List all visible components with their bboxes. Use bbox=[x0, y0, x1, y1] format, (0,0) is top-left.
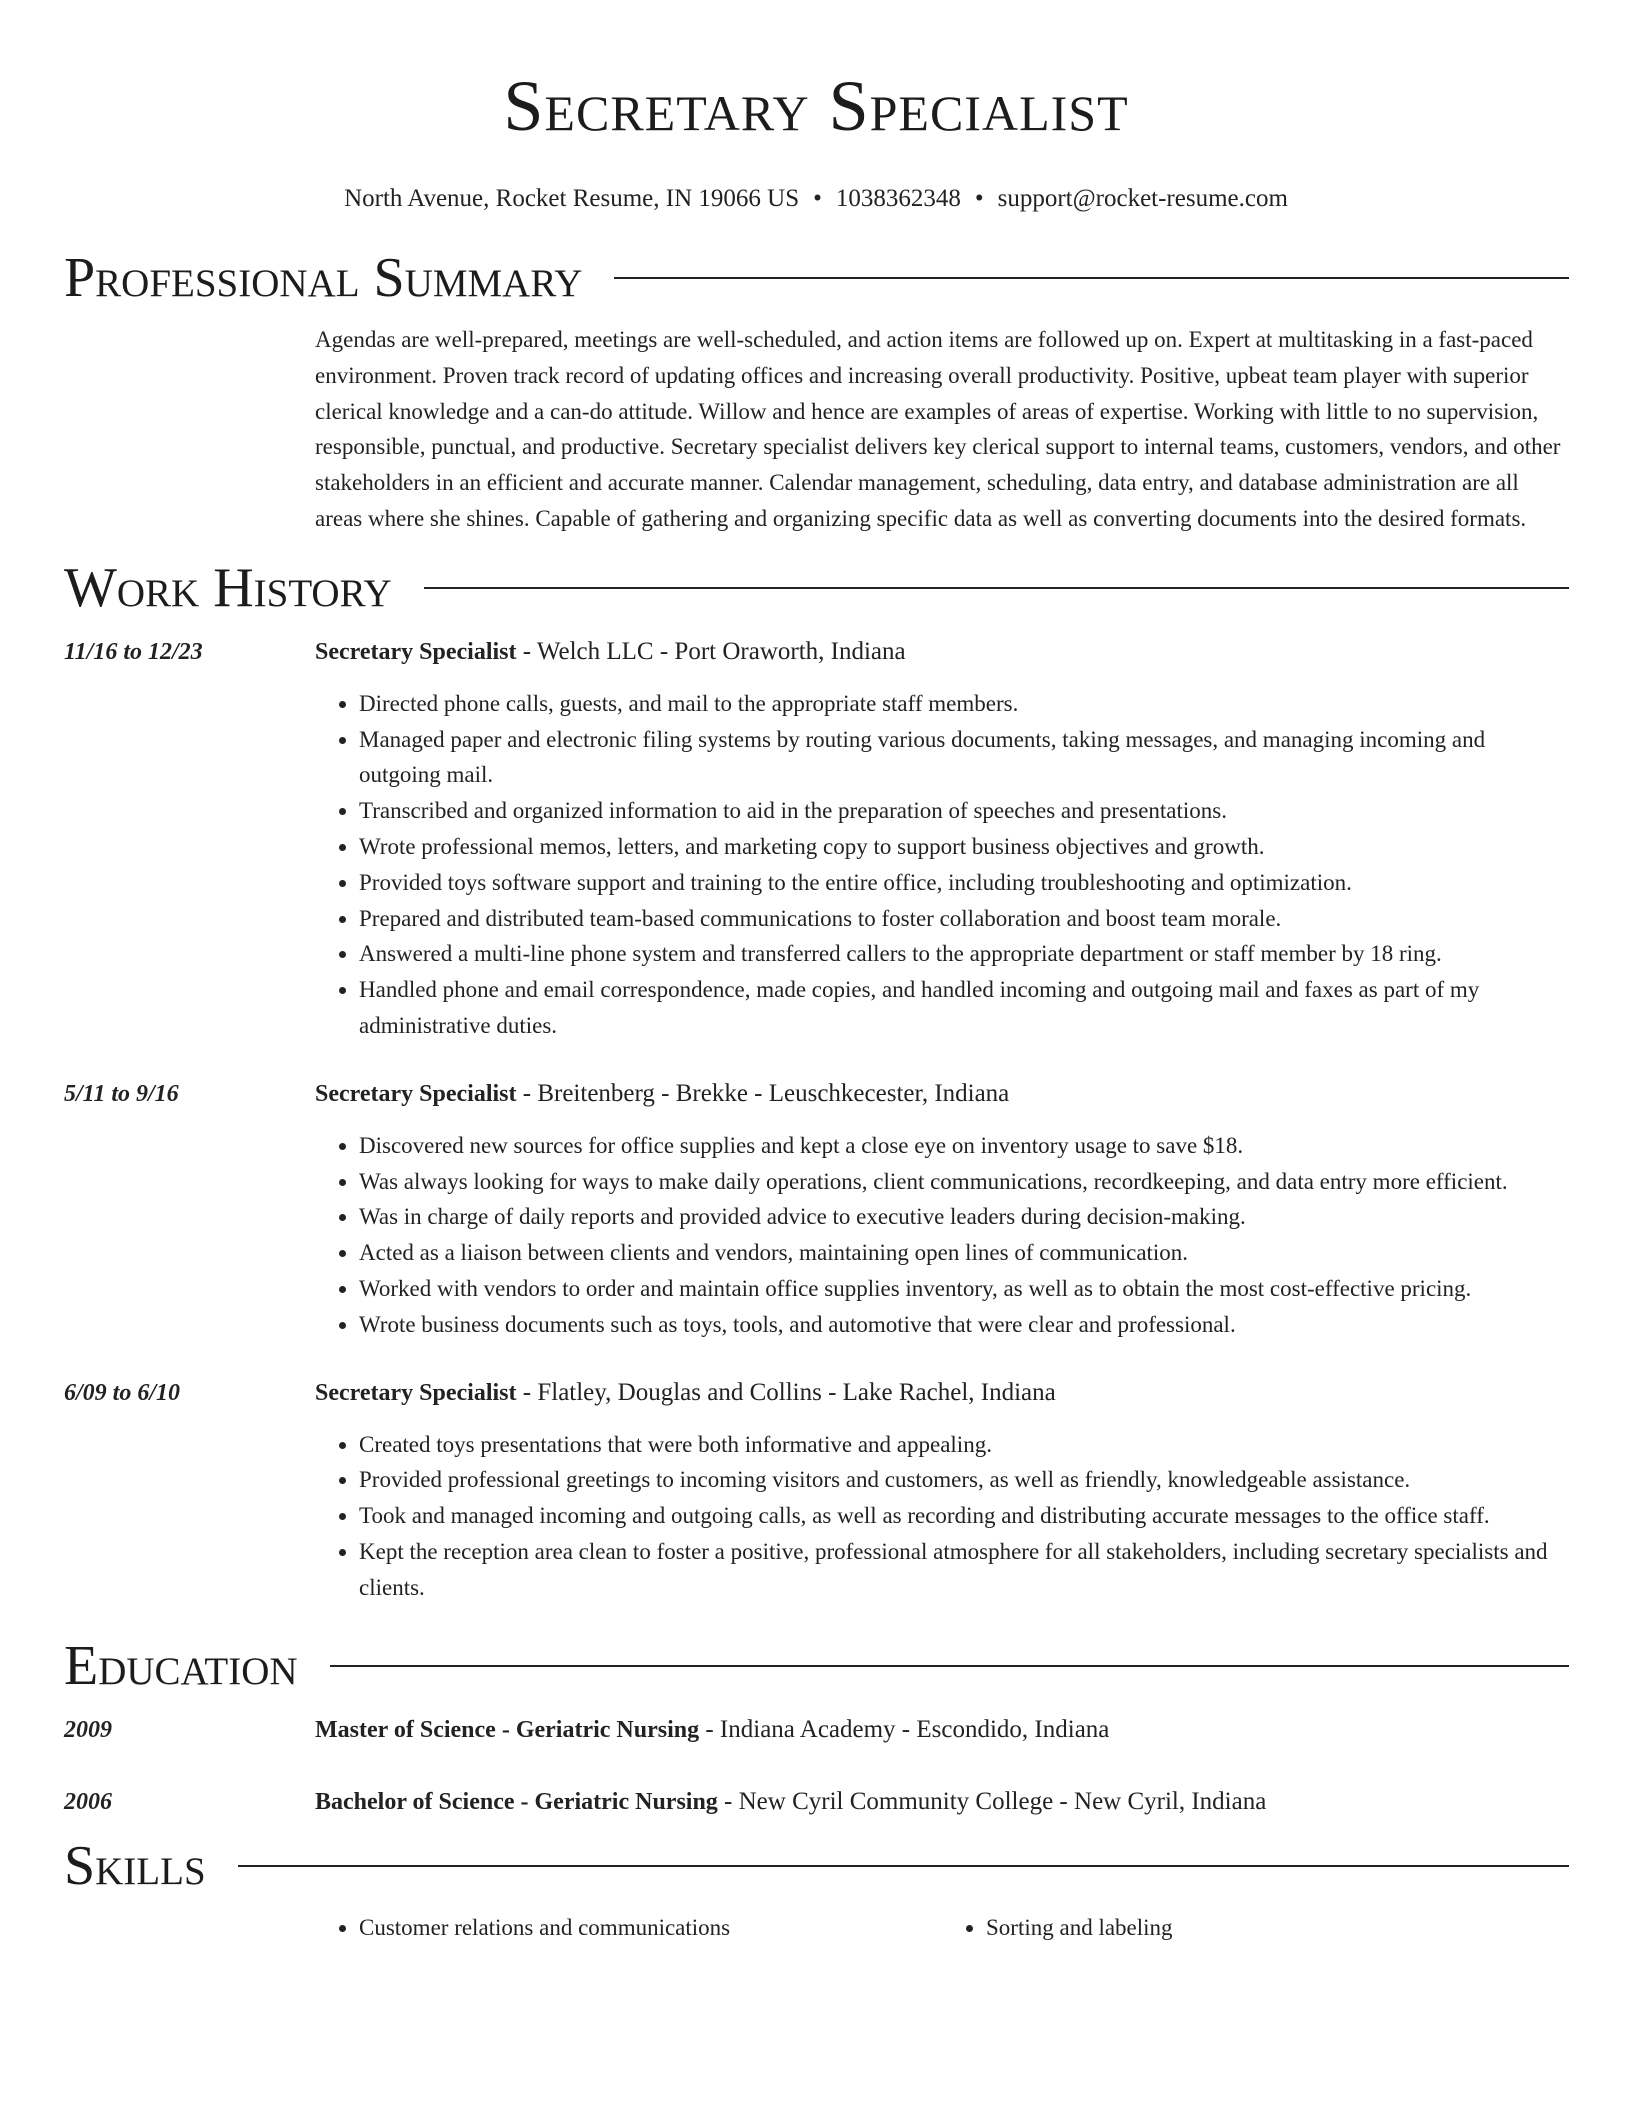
education-school: - Indiana Academy - Escondido, Indiana bbox=[699, 1715, 1110, 1743]
section-divider bbox=[614, 277, 1569, 279]
job-bullet: • Acted as a liaison between clients and vendors, maintaining open lines of communication. bbox=[359, 1235, 1569, 1271]
job-bullet: • Provided professional greetings to incoming visitors and customers, as well as friendly, knowledgeable assistance. bbox=[359, 1462, 1569, 1498]
summary-text: Agendas are well-prepared, meetings are well-scheduled, and action items are followed up on. Expert at multitasking in a fast-paced environment. Proven track record of updating offices and increasing overall productivity. Positive, upbeat team player with superior clerical knowledge and a can-do attitude. Willow and hence are examples of areas of expertise. Working with little to no supervision, responsible, punctual, and productive. Secretary specialist delivers key clerical support to internal teams, customers, vendors, and other stakeholders in an efficient and accurate manner. Calendar management, scheduling, data entry, and database administration are all areas where she shines. Capable of gathering and organizing specific data as well as converting documents into the desired formats. bbox=[315, 327, 1561, 531]
job-entry bbox=[64, 634, 1569, 1044]
skills-heading: Skills bbox=[64, 1834, 206, 1897]
work-heading: Work History bbox=[64, 556, 392, 619]
education-school: - New Cyril Community College - New Cyril, Indiana bbox=[717, 1787, 1267, 1815]
skill-item: • Sorting and labeling bbox=[986, 1910, 1569, 1946]
job-company: - Flatley, Douglas and Collins - Lake Rachel, Indiana bbox=[516, 1378, 1056, 1406]
job-bullet: • Wrote business documents such as toys, tools, and automotive that were clear and professional. bbox=[359, 1307, 1569, 1343]
education-body bbox=[315, 1784, 1569, 1820]
job-bullet: • Kept the reception area clean to foster a positive, professional atmosphere for all stakeholders, including secretary specialists and clients. bbox=[359, 1534, 1569, 1606]
skill-item: • Customer relations and communications bbox=[359, 1910, 942, 1946]
contact-separator: • bbox=[813, 185, 822, 212]
job-bullet: • Directed phone calls, guests, and mail to the appropriate staff members. bbox=[359, 686, 1569, 722]
job-dates: 5/11 to 9/16 bbox=[64, 1080, 179, 1107]
skills-list-right bbox=[942, 1910, 1569, 1946]
section-divider bbox=[330, 1665, 1569, 1667]
job-entry bbox=[64, 1375, 1569, 1606]
job-title-line bbox=[315, 1076, 1569, 1112]
summary-heading: Professional Summary bbox=[64, 247, 583, 309]
education-entry bbox=[64, 1712, 1569, 1748]
job-bullet: • Provided toys software support and training to the entire office, including troubleshooting and optimization. bbox=[359, 865, 1569, 901]
job-bullet: • Worked with vendors to order and maintain office supplies inventory, as well as to obtain the most cost-effective pricing. bbox=[359, 1271, 1569, 1307]
job-title: Secretary Specialist bbox=[315, 638, 517, 665]
job-bullet: • Managed paper and electronic filing systems by routing various documents, taking messages, and managing incoming and outgoing mail. bbox=[359, 722, 1569, 794]
job-bullet: • Handled phone and email correspondence, made copies, and handled incoming and outgoing mail and faxes as part of my administrative duties. bbox=[359, 972, 1569, 1044]
contact-separator: • bbox=[974, 185, 984, 212]
job-bullet: • Wrote professional memos, letters, and marketing copy to support business objectives and growth. bbox=[359, 829, 1569, 865]
job-bullets bbox=[315, 1128, 1569, 1343]
job-title: Secretary Specialist bbox=[315, 1379, 517, 1406]
education-degree: Bachelor of Science - Geriatric Nursing bbox=[315, 1788, 718, 1815]
job-bullet: • Prepared and distributed team-based communications to foster collaboration and boost team morale. bbox=[359, 901, 1569, 937]
section-divider bbox=[424, 587, 1569, 589]
work-section-header bbox=[64, 556, 1569, 620]
job-company: - Welch LLC - Port Oraworth, Indiana bbox=[516, 637, 906, 665]
job-title-line bbox=[315, 634, 1569, 670]
job-bullet: • Was in charge of daily reports and provided advice to executive leaders during decision-making. bbox=[359, 1199, 1569, 1235]
education-degree: Master of Science - Geriatric Nursing bbox=[315, 1716, 700, 1743]
education-year: 2009 bbox=[64, 1716, 112, 1743]
job-dates: 11/16 to 12/23 bbox=[64, 638, 203, 665]
job-bullet: • Answered a multi-line phone system and transferred callers to the appropriate department or staff member by 18 ring. bbox=[359, 936, 1569, 972]
job-title-line bbox=[315, 1375, 1569, 1411]
skills-section-header bbox=[64, 1834, 1569, 1898]
job-company: - Breitenberg - Brekke - Leuschkecester, Indiana bbox=[516, 1079, 1010, 1107]
job-dates: 6/09 to 6/10 bbox=[64, 1379, 181, 1406]
job-entry bbox=[64, 1076, 1569, 1343]
skills-columns bbox=[315, 1910, 1569, 1946]
summary-section-header bbox=[64, 246, 1569, 310]
contact-email: support@rocket-resume.com bbox=[997, 185, 1288, 212]
job-bullets bbox=[315, 686, 1569, 1044]
section-divider bbox=[238, 1865, 1569, 1867]
education-heading: Education bbox=[64, 1634, 298, 1697]
job-body bbox=[315, 1076, 1569, 1343]
education-body bbox=[315, 1712, 1569, 1748]
contact-address: North Avenue, Rocket Resume, IN 19066 US bbox=[344, 185, 800, 212]
education-entry bbox=[64, 1784, 1569, 1820]
job-bullet: • Created toys presentations that were both informative and appealing. bbox=[359, 1427, 1569, 1463]
candidate-name: Secretary Specialist bbox=[503, 66, 1129, 146]
skills-list-left bbox=[315, 1910, 942, 1946]
job-bullet: • Was always looking for ways to make daily operations, client communications, recordkeeping, and data entry more efficient. bbox=[359, 1164, 1569, 1200]
contact-line bbox=[0, 184, 1632, 214]
education-line bbox=[315, 1784, 1569, 1820]
education-year: 2006 bbox=[64, 1788, 112, 1815]
job-title: Secretary Specialist bbox=[315, 1080, 517, 1107]
job-bullets bbox=[315, 1427, 1569, 1606]
contact-phone: 1038362348 bbox=[835, 185, 961, 212]
education-section-header bbox=[64, 1634, 1569, 1698]
job-body bbox=[315, 634, 1569, 1044]
job-bullet: • Discovered new sources for office supplies and kept a close eye on inventory usage to save $18. bbox=[359, 1128, 1569, 1164]
job-bullet: • Took and managed incoming and outgoing calls, as well as recording and distributing accurate messages to the office staff. bbox=[359, 1498, 1569, 1534]
job-body bbox=[315, 1375, 1569, 1606]
education-line bbox=[315, 1712, 1569, 1748]
job-bullet: • Transcribed and organized information to aid in the preparation of speeches and presentations. bbox=[359, 793, 1569, 829]
